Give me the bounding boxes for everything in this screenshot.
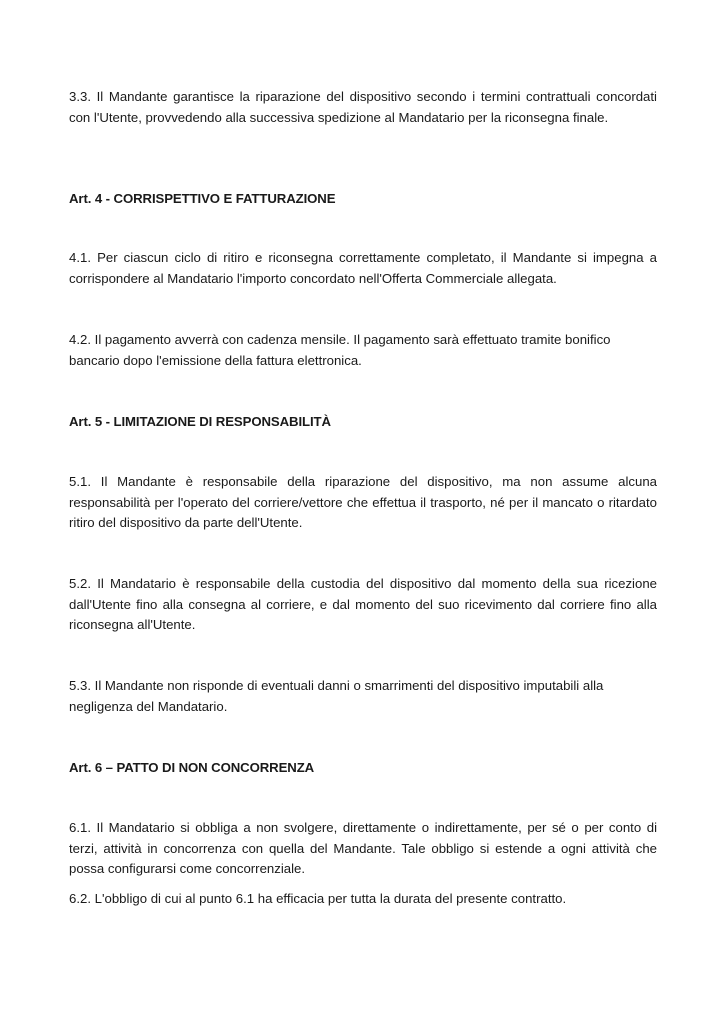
paragraph-5-3: 5.3. Il Mandante non risponde di eventuali danni o smarrimenti del dispositivo imputabili alla negligenza del Mandatario. — [69, 678, 604, 714]
paragraph-6-2: 6.2. L'obbligo di cui al punto 6.1 ha efficacia per tutta la durata del presente contratto. — [69, 891, 567, 906]
paragraph-4-2: 4.2. Il pagamento avverrà con cadenza mensile. Il pagamento sarà effettuato tramite bonifico bancario dopo l'emissione della fattura elettronica. — [69, 332, 611, 368]
article-4-heading: Art. 4 - CORRISPETTIVO E FATTURAZIONE — [69, 191, 336, 206]
paragraph-3-3: 3.3. Il Mandante garantisce la riparazione del dispositivo secondo i termini contrattuali concordati con l'Utente, provvedendo alla successiva spedizione al Mandatario per la riconsegna finale. — [69, 89, 657, 125]
article-6-heading: Art. 6 – PATTO DI NON CONCORRENZA — [69, 760, 315, 775]
article-5-heading: Art. 5 - LIMITAZIONE DI RESPONSABILITÀ — [69, 414, 331, 429]
paragraph-5-1: 5.1. Il Mandante è responsabile della riparazione del dispositivo, ma non assume alcuna responsabilità per l'operato del corriere/vettore che effettua il trasporto, né per il mancato o ritardato ritiro del dispositivo da parte dell'Utente. — [69, 474, 657, 531]
paragraph-5-2: 5.2. Il Mandatario è responsabile della custodia del dispositivo dal momento della sua ricezione dall'Utente fino alla consegna al corriere, e dal momento del suo ricevimento dal corriere fino alla riconsegna all'Utente. — [69, 576, 657, 633]
paragraph-4-1: 4.1. Per ciascun ciclo di ritiro e riconsegna correttamente completato, il Mandante si impegna a corrispondere al Mandatario l'importo concordato nell'Offerta Commerciale allegata. — [69, 250, 657, 286]
paragraph-6-1: 6.1. Il Mandatario si obbliga a non svolgere, direttamente o indirettamente, per sé o per conto di terzi, attività in concorrenza con quella del Mandante. Tale obbligo si estende a ogni attività che possa configurarsi come concorrenziale. — [69, 820, 657, 877]
